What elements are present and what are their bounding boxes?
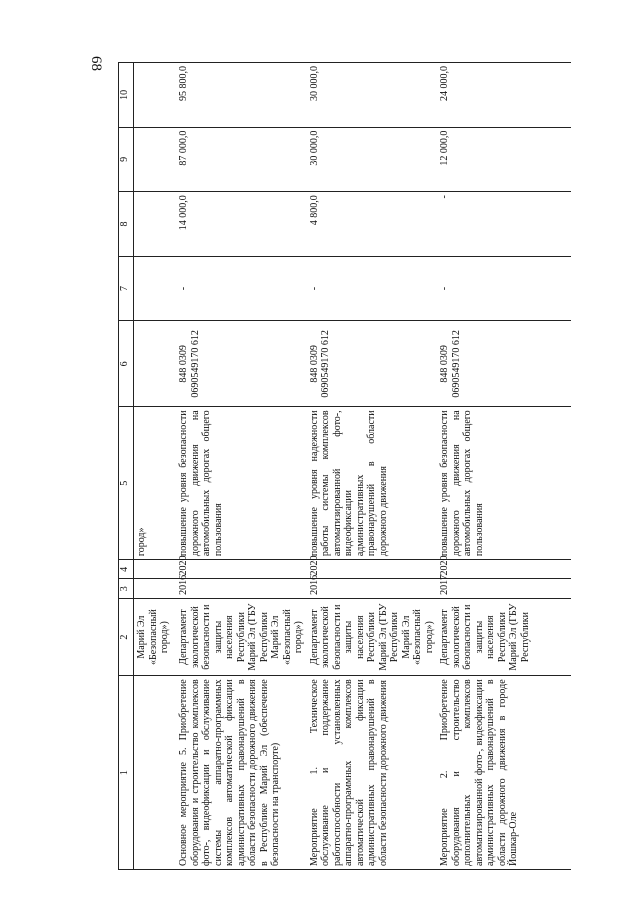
table-row [134,63,177,870]
header-cell: 4 [119,560,134,579]
header-cell: 6 [119,321,134,407]
amount-cell [134,192,177,257]
executor-cell: Марий Эл «Безопасный город») [134,598,177,675]
budget-code-cell: 848 0309 0690549170 612 [307,321,438,407]
page-number: 68 [88,56,104,71]
header-cell: 5 [119,407,134,560]
header-cell: 9 [119,127,134,192]
end-year-cell [134,560,177,579]
budget-table [118,62,571,870]
header-cell: 10 [119,63,134,128]
result-cell: повышение уровня безопасности дорожного движения на автомобильных дорогах общего пользования [176,407,307,560]
amount-cell: 30 000,0 [307,63,438,128]
amount-cell: 14 000,0 [176,192,307,257]
executor-cell: Департамент экологической безопасности и защиты населения Республики Марий Эл (ГБУ Республики [437,598,571,675]
activity-cell: Основное мероприятие 5. Приобретение оборудования и строительство комплексов фото-, видеофиксации и обслуживание системы аппаратно-программных комплексов автоматической фиксации административных правонарушений в области безопасности дорожного движения в Республике Марий Эл (обеспечение безопасности на транспорте) [176,676,307,870]
end-year-cell: 2020 [176,560,307,579]
header-cell: 1 [119,676,134,870]
end-year-cell: 2020 [307,560,438,579]
amount-cell: 87 000,0 [176,127,307,192]
amount-cell [134,256,177,321]
amount-cell: 12 000,0 [437,127,571,192]
amount-cell: 24 000,0 [437,63,571,128]
start-year-cell: 2016 [307,579,438,598]
activity-cell: Мероприятие 1. Техническое обслуживание и поддержание работоспособности установленных аппаратно-программных комплексов автоматической фиксации административных правонарушений в области безопасности дорожного движения [307,676,438,870]
amount-cell: - [437,256,571,321]
result-cell: повышение уровня безопасности дорожного движения на автомобильных дорогах общего пользования [437,407,571,560]
budget-code-cell: 848 0309 0690549170 612 [176,321,307,407]
budget-code-cell: 848 0309 0690549170 612 [437,321,571,407]
executor-cell: Департамент экологической безопасности и защиты населения Республики Марий Эл (ГБУ Республики Марий Эл «Безопасный город») [176,598,307,675]
amount-cell: - [437,192,571,257]
amount-cell [134,63,177,128]
header-cell: 2 [119,598,134,675]
result-cell: повышение уровня надежности работы системы комплексов автоматизированной фото-, видеофиксации административных правонарушений в области дорожного движения [307,407,438,560]
budget-table-sheet [118,62,618,870]
budget-code-cell [134,321,177,407]
table-row [176,63,307,870]
amount-cell: 95 800,0 [176,63,307,128]
activity-cell [134,676,177,870]
result-cell: город» [134,407,177,560]
end-year-cell: 2020 [437,560,571,579]
header-cell: 8 [119,192,134,257]
table-header-row [119,63,134,870]
amount-cell: - [307,256,438,321]
table-row [437,63,571,870]
amount-cell [134,127,177,192]
amount-cell: - [176,256,307,321]
start-year-cell: 2017 [437,579,571,598]
amount-cell: 30 000,0 [307,127,438,192]
start-year-cell [134,579,177,598]
executor-cell: Департамент экологической безопасности и защиты населения Республики Марий Эл (ГБУ Республики Марий Эл «Безопасный город») [307,598,438,675]
activity-cell: Мероприятие 2. Приобретение оборудования и строительство дополнительных комплексов автоматизированной фото-, видеофиксации административных правонарушений в области дорожного движения в городе Йошкар-Оле [437,676,571,870]
header-cell: 3 [119,579,134,598]
header-cell: 7 [119,256,134,321]
table-row [307,63,438,870]
start-year-cell: 2016 [176,579,307,598]
amount-cell: 4 800,0 [307,192,438,257]
